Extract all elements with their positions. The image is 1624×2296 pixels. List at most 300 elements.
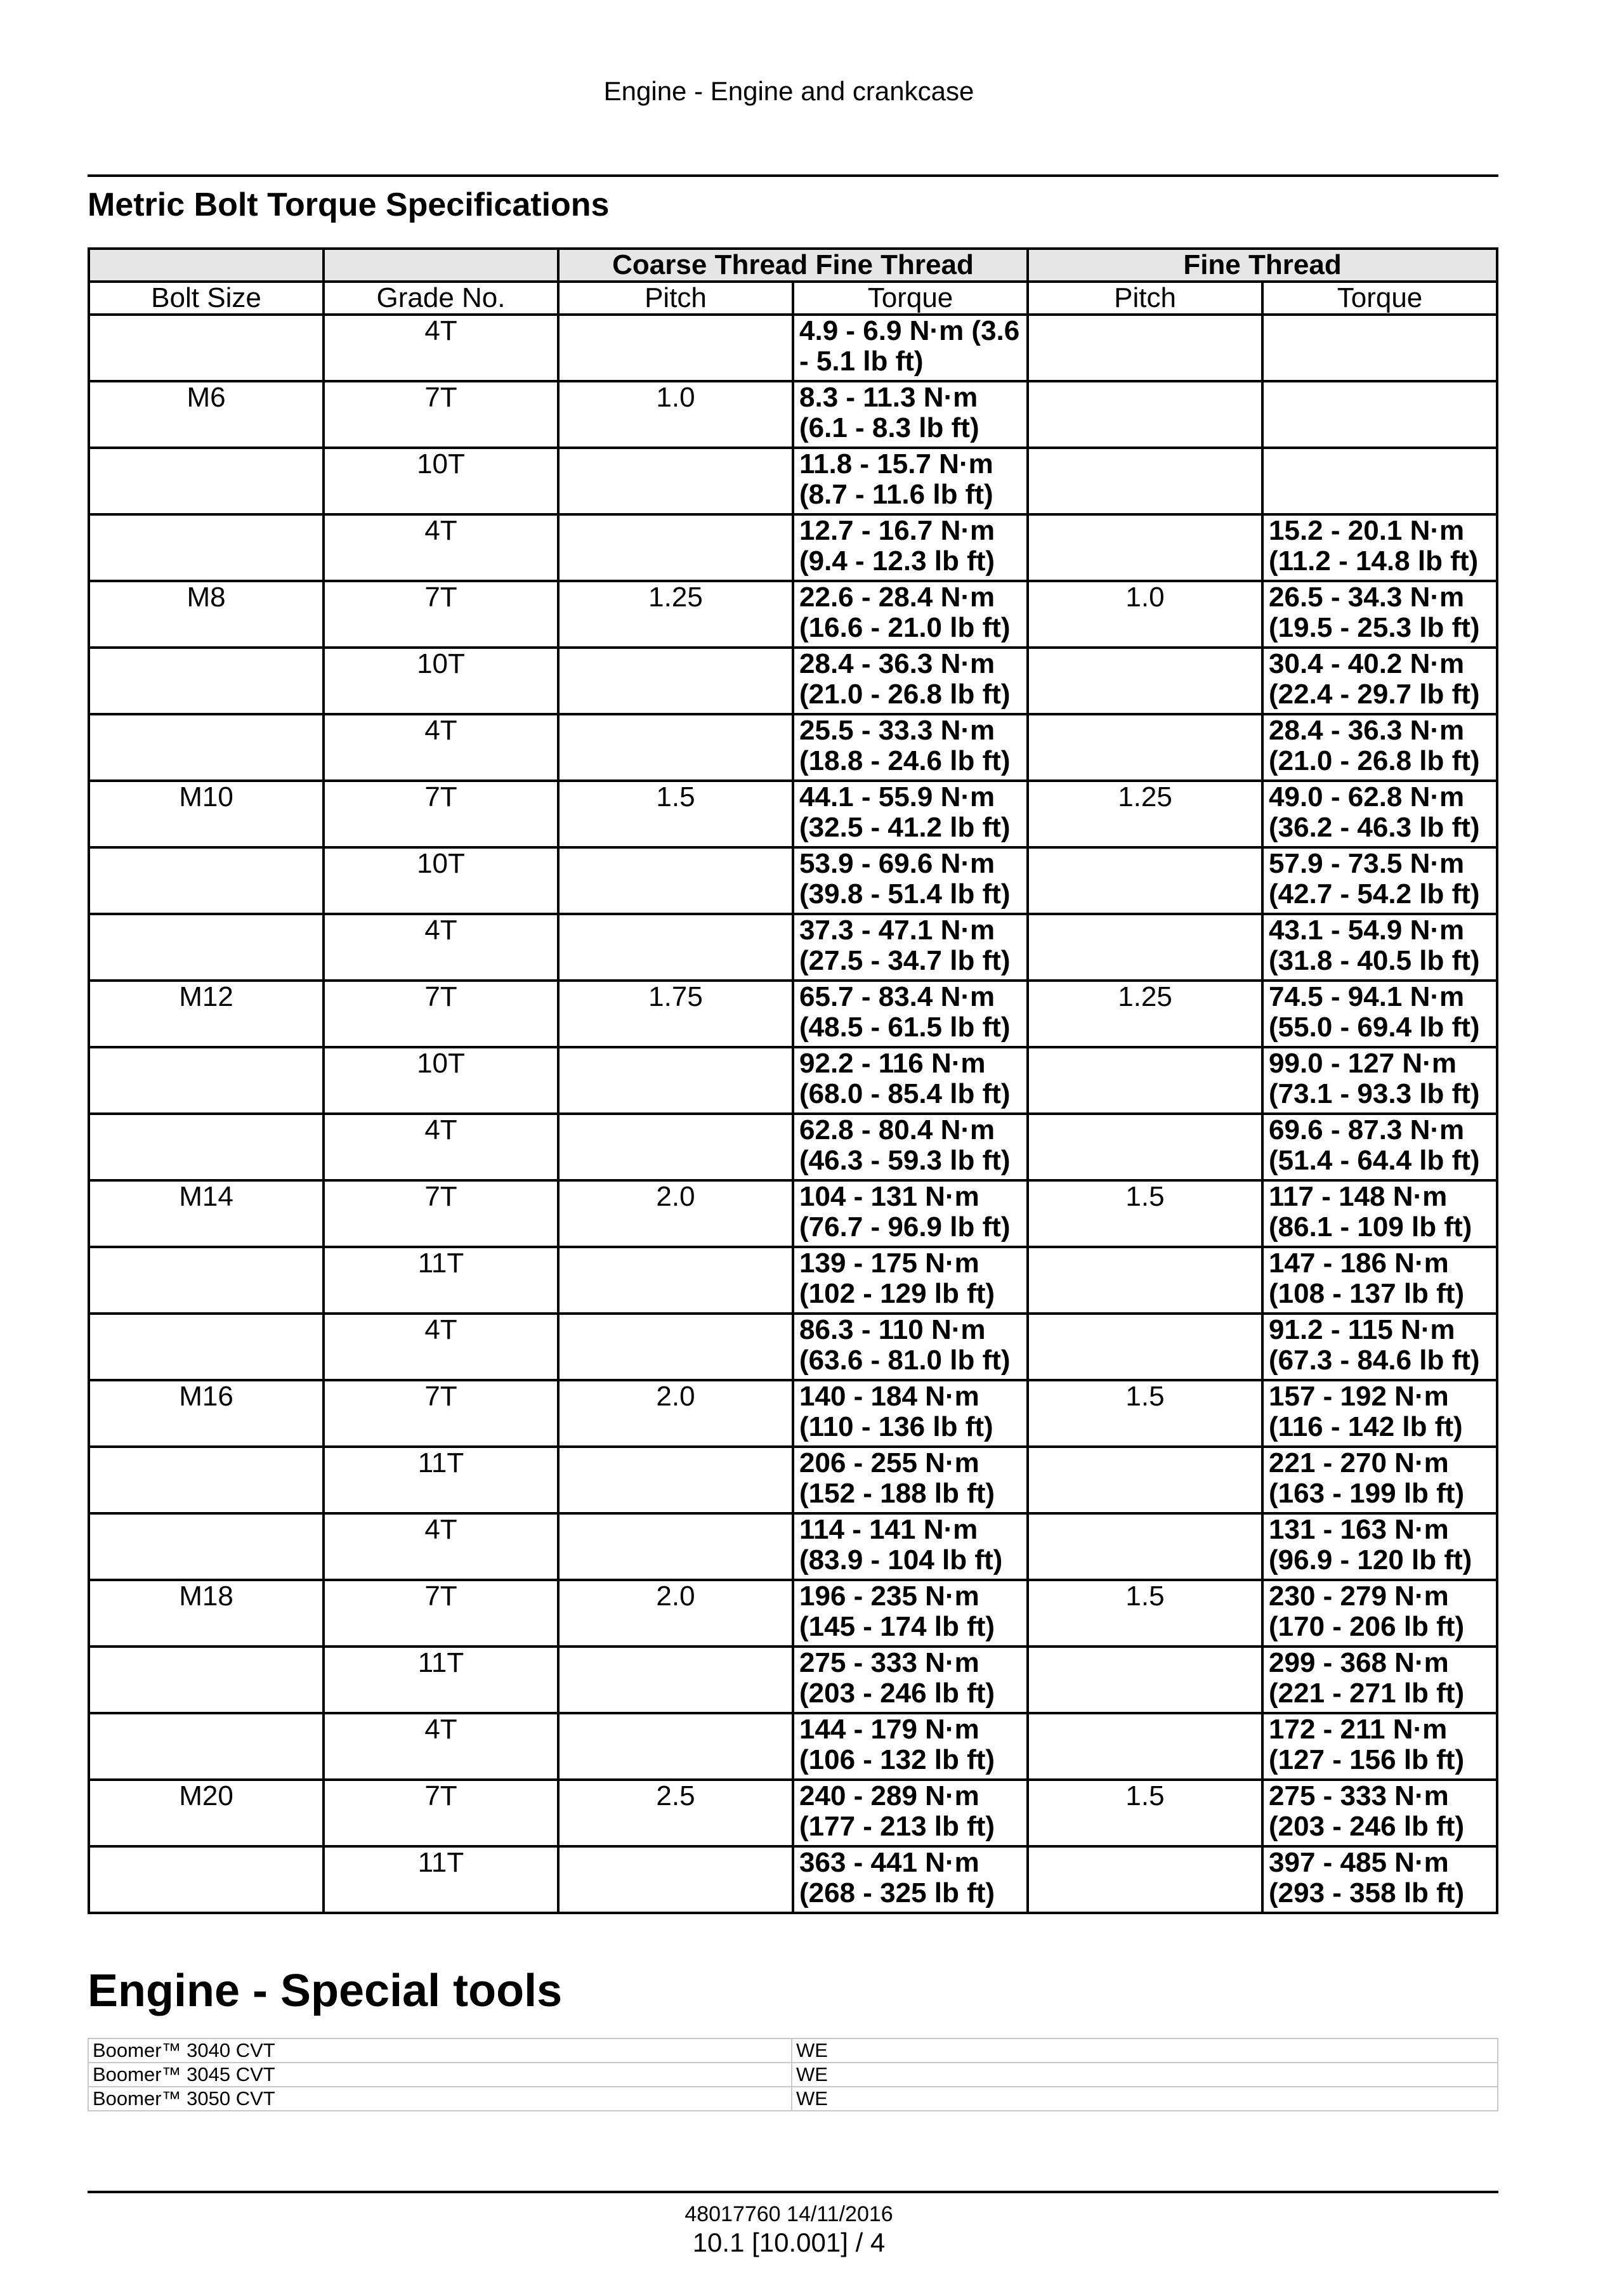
cell-line-2: (21.0 - 26.8 lb ft) <box>799 679 1011 710</box>
table-row <box>89 381 1497 448</box>
cell-line-2: (9.4 - 12.3 lb ft) <box>799 545 995 577</box>
coarse-torque-cell <box>793 1247 1028 1314</box>
cell-line-2: (67.3 - 84.6 lb ft) <box>1269 1345 1480 1376</box>
bolt-size-cell <box>89 981 324 1047</box>
coarse-torque-cell <box>793 1647 1028 1713</box>
coarse-torque-cell <box>793 1114 1028 1180</box>
grade-cell <box>324 648 558 714</box>
cell-line: 10T <box>417 448 465 479</box>
table-group-header-row <box>89 249 1497 282</box>
coarse-pitch-cell <box>558 381 793 448</box>
cell-line: 206 - 255 N·m <box>799 1447 979 1478</box>
cell-line: 4T <box>424 515 457 546</box>
fine-torque-cell <box>1262 1846 1497 1913</box>
cell-line: 62.8 - 80.4 N·m <box>799 1114 995 1145</box>
cell-line: 7T <box>424 981 457 1012</box>
table-row <box>89 914 1497 981</box>
fine-torque-cell <box>1262 648 1497 714</box>
coarse-pitch-cell <box>558 315 793 381</box>
bolt-size-cell <box>89 1647 324 1713</box>
cell-line-2: (163 - 199 lb ft) <box>1269 1478 1465 1509</box>
bolt-size-cell <box>89 1380 324 1447</box>
grade-cell <box>324 1314 558 1380</box>
coarse-torque-cell <box>793 914 1028 981</box>
coarse-pitch-cell <box>558 1380 793 1447</box>
cell-line: M10 <box>179 781 233 812</box>
cell-line-2: (170 - 206 lb ft) <box>1269 1611 1465 1642</box>
fine-torque-cell <box>1262 1114 1497 1180</box>
cell-line-2: (46.3 - 59.3 lb ft) <box>799 1145 1011 1176</box>
tool-code-cell: WE <box>792 2087 1498 2111</box>
grade-cell <box>324 714 558 781</box>
cell-line: 7T <box>424 382 457 413</box>
fine-torque-cell <box>1262 315 1497 381</box>
tool-model-cell: Boomer™ 3040 CVT <box>88 2038 792 2063</box>
fine-pitch-cell <box>1028 448 1262 514</box>
coarse-pitch-cell <box>558 847 793 914</box>
fine-torque-cell <box>1262 1580 1497 1647</box>
fine-torque-cell <box>1262 847 1497 914</box>
column-header-coarse-torque: Torque <box>793 282 1028 315</box>
coarse-pitch-cell <box>558 448 793 514</box>
cell-line: 140 - 184 N·m <box>799 1381 979 1412</box>
fine-torque-cell <box>1262 448 1497 514</box>
fine-pitch-cell <box>1028 914 1262 981</box>
fine-pitch-cell <box>1028 1713 1262 1780</box>
table-row <box>89 315 1497 381</box>
cell-line-2: (102 - 129 lb ft) <box>799 1278 995 1309</box>
cell-line: 57.9 - 73.5 N·m <box>1269 848 1465 879</box>
tool-model-cell: Boomer™ 3050 CVT <box>88 2087 792 2111</box>
cell-line-2: (293 - 358 lb ft) <box>1269 1877 1465 1908</box>
cell-line: 22.6 - 28.4 N·m <box>799 582 995 613</box>
coarse-torque-cell <box>793 648 1028 714</box>
cell-line: 25.5 - 33.3 N·m <box>799 715 995 746</box>
cell-line: 28.4 - 36.3 N·m <box>1269 715 1465 746</box>
fine-pitch-cell <box>1028 981 1262 1047</box>
group-header-fine: Fine Thread <box>1028 249 1497 282</box>
bolt-size-cell <box>89 581 324 648</box>
bolt-size-cell <box>89 1114 324 1180</box>
coarse-torque-cell <box>793 1513 1028 1580</box>
table-row <box>89 1314 1497 1380</box>
cell-line-2: (18.8 - 24.6 lb ft) <box>799 745 1011 776</box>
cell-line: 12.7 - 16.7 N·m <box>799 515 995 546</box>
coarse-pitch-cell <box>558 1713 793 1780</box>
fine-torque-cell <box>1262 781 1497 847</box>
cell-line: 7T <box>424 1381 457 1412</box>
special-tools-title: Engine - Special tools <box>88 1966 563 2016</box>
cell-line: 4T <box>424 1314 457 1345</box>
table-column-header-row <box>89 282 1497 315</box>
coarse-pitch-cell <box>558 714 793 781</box>
cell-line: 65.7 - 83.4 N·m <box>799 981 995 1012</box>
coarse-torque-cell <box>793 781 1028 847</box>
table-row <box>89 1513 1497 1580</box>
cell-line: M18 <box>179 1581 233 1612</box>
fine-pitch-cell <box>1028 581 1262 648</box>
fine-pitch-cell <box>1028 1114 1262 1180</box>
coarse-pitch-cell <box>558 981 793 1047</box>
cell-line: 104 - 131 N·m <box>799 1181 979 1212</box>
cell-line: 363 - 441 N·m <box>799 1847 979 1878</box>
table-row <box>89 1780 1497 1846</box>
cell-line: 4T <box>424 1714 457 1745</box>
grade-cell <box>324 1447 558 1513</box>
table-row <box>89 648 1497 714</box>
grade-cell <box>324 514 558 581</box>
fine-torque-cell <box>1262 714 1497 781</box>
fine-pitch-cell <box>1028 1513 1262 1580</box>
cell-line: 1.0 <box>656 382 695 413</box>
cell-line: 2.0 <box>656 1181 695 1212</box>
cell-line: 7T <box>424 781 457 812</box>
cell-line: 4T <box>424 1514 457 1545</box>
cell-line-2: (110 - 136 lb ft) <box>799 1411 993 1442</box>
cell-line: 30.4 - 40.2 N·m <box>1269 648 1465 679</box>
coarse-pitch-cell <box>558 1447 793 1513</box>
fine-torque-cell <box>1262 1047 1497 1114</box>
cell-line: 2.0 <box>656 1381 695 1412</box>
coarse-pitch-cell <box>558 914 793 981</box>
cell-line: 86.3 - 110 N·m <box>799 1314 986 1345</box>
grade-cell <box>324 1380 558 1447</box>
cell-line-2: (39.8 - 51.4 lb ft) <box>799 878 1011 910</box>
cell-line: 91.2 - 115 N·m <box>1269 1314 1455 1345</box>
coarse-pitch-cell <box>558 1047 793 1114</box>
cell-line: 7T <box>424 1581 457 1612</box>
cell-line: 240 - 289 N·m <box>799 1780 979 1811</box>
bolt-size-cell <box>89 1447 324 1513</box>
coarse-torque-cell <box>793 448 1028 514</box>
fine-torque-cell <box>1262 1380 1497 1447</box>
bolt-size-cell <box>89 1580 324 1647</box>
cell-line-2: (73.1 - 93.3 lb ft) <box>1269 1078 1480 1109</box>
grade-cell <box>324 1513 558 1580</box>
bolt-size-cell <box>89 648 324 714</box>
coarse-torque-cell <box>793 381 1028 448</box>
cell-line: 74.5 - 94.1 N·m <box>1269 981 1465 1012</box>
special-tools-row <box>88 2063 1498 2087</box>
cell-line: 221 - 270 N·m <box>1269 1447 1449 1478</box>
coarse-torque-cell <box>793 981 1028 1047</box>
group-header-coarse: Coarse Thread Fine Thread <box>558 249 1028 282</box>
cell-line: 1.75 <box>648 981 703 1012</box>
coarse-torque-cell <box>793 1846 1028 1913</box>
fine-pitch-cell <box>1028 714 1262 781</box>
cell-line-2: (145 - 174 lb ft) <box>799 1611 995 1642</box>
cell-line-2: (68.0 - 85.4 lb ft) <box>799 1078 1011 1109</box>
coarse-pitch-cell <box>558 1647 793 1713</box>
table-row <box>89 1647 1497 1713</box>
cell-line: 7T <box>424 1780 457 1811</box>
cell-line: 11T <box>417 1248 464 1279</box>
footer-doc-ref: 48017760 14/11/2016 <box>684 2202 893 2226</box>
cell-line: 114 - 141 N·m <box>799 1514 978 1545</box>
table-row <box>89 448 1497 514</box>
fine-torque-cell <box>1262 1713 1497 1780</box>
grade-cell <box>324 581 558 648</box>
coarse-pitch-cell <box>558 1180 793 1247</box>
cell-line-2: (152 - 188 lb ft) <box>799 1478 995 1509</box>
cell-line-2: (16.6 - 21.0 lb ft) <box>799 612 1011 643</box>
column-header-fine-torque: Torque <box>1262 282 1497 315</box>
cell-line: 11T <box>417 1447 464 1478</box>
fine-torque-cell <box>1262 1647 1497 1713</box>
cell-line-2: (21.0 - 26.8 lb ft) <box>1269 745 1480 776</box>
special-tools-body <box>88 2038 1498 2111</box>
table-row <box>89 1580 1497 1647</box>
coarse-pitch-cell <box>558 1114 793 1180</box>
table-row <box>89 1380 1497 1447</box>
coarse-pitch-cell <box>558 1580 793 1647</box>
coarse-pitch-cell <box>558 581 793 648</box>
coarse-pitch-cell <box>558 1780 793 1846</box>
table-row <box>89 1247 1497 1314</box>
fine-torque-cell <box>1262 1447 1497 1513</box>
cell-line: 69.6 - 87.3 N·m <box>1269 1114 1465 1145</box>
cell-line: 49.0 - 62.8 N·m <box>1269 781 1465 812</box>
grade-cell <box>324 1047 558 1114</box>
cell-line-2: - 5.1 lb ft) <box>799 346 924 377</box>
cell-line: 1.5 <box>1125 1581 1165 1612</box>
cell-line: M12 <box>179 981 233 1012</box>
cell-line-2: (268 - 325 lb ft) <box>799 1877 995 1908</box>
grade-cell <box>324 847 558 914</box>
fine-torque-cell <box>1262 1513 1497 1580</box>
coarse-torque-cell <box>793 714 1028 781</box>
cell-line: 7T <box>424 1181 457 1212</box>
cell-line-2: (106 - 132 lb ft) <box>799 1744 995 1775</box>
grade-cell <box>324 381 558 448</box>
bolt-size-cell <box>89 1846 324 1913</box>
cell-line-2: (32.5 - 41.2 lb ft) <box>799 812 1011 843</box>
header-rule <box>88 174 1498 177</box>
cell-line: 4.9 - 6.9 N·m (3.6 <box>799 315 1020 346</box>
fine-pitch-cell <box>1028 1180 1262 1247</box>
bolt-size-cell <box>89 514 324 581</box>
bolt-size-cell <box>89 781 324 847</box>
bolt-size-cell <box>89 847 324 914</box>
fine-pitch-cell <box>1028 514 1262 581</box>
fine-torque-cell <box>1262 381 1497 448</box>
cell-line: 1.5 <box>1125 1780 1165 1811</box>
cell-line: 10T <box>417 848 465 879</box>
table-row <box>89 1047 1497 1114</box>
cell-line: 1.25 <box>1118 981 1172 1012</box>
coarse-torque-cell <box>793 1713 1028 1780</box>
cell-line: 275 - 333 N·m <box>799 1647 979 1678</box>
fine-torque-cell <box>1262 1314 1497 1380</box>
cell-line: 37.3 - 47.1 N·m <box>799 915 995 946</box>
special-tools-row <box>88 2038 1498 2063</box>
coarse-pitch-cell <box>558 1846 793 1913</box>
bolt-size-cell <box>89 1713 324 1780</box>
torque-table-body <box>89 315 1497 1913</box>
cell-line: 1.0 <box>1125 582 1165 613</box>
running-header: Engine - Engine and crankcase <box>603 76 974 106</box>
grade-cell <box>324 914 558 981</box>
cell-line-2: (177 - 213 lb ft) <box>799 1811 995 1842</box>
table-row <box>89 781 1497 847</box>
footer-rule <box>88 2191 1498 2193</box>
coarse-torque-cell <box>793 514 1028 581</box>
fine-pitch-cell <box>1028 1247 1262 1314</box>
group-header-empty <box>89 249 324 282</box>
cell-line: 15.2 - 20.1 N·m <box>1269 515 1465 546</box>
fine-pitch-cell <box>1028 648 1262 714</box>
fine-pitch-cell <box>1028 315 1262 381</box>
grade-cell <box>324 781 558 847</box>
cell-line-2: (108 - 137 lb ft) <box>1269 1278 1465 1309</box>
fine-pitch-cell <box>1028 381 1262 448</box>
cell-line: 2.0 <box>656 1581 695 1612</box>
coarse-torque-cell <box>793 1580 1028 1647</box>
grade-cell <box>324 315 558 381</box>
table-row <box>89 1180 1497 1247</box>
coarse-pitch-cell <box>558 1513 793 1580</box>
cell-line-2: (11.2 - 14.8 lb ft) <box>1269 545 1479 577</box>
bolt-size-cell <box>89 315 324 381</box>
bolt-size-cell <box>89 1780 324 1846</box>
cell-line-2: (42.7 - 54.2 lb ft) <box>1269 878 1480 910</box>
cell-line: 1.5 <box>1125 1181 1165 1212</box>
coarse-pitch-cell <box>558 514 793 581</box>
cell-line: 139 - 175 N·m <box>799 1248 979 1279</box>
cell-line: 299 - 368 N·m <box>1269 1647 1449 1678</box>
cell-line: 4T <box>424 915 457 946</box>
coarse-torque-cell <box>793 1780 1028 1846</box>
cell-line: 11T <box>417 1647 464 1678</box>
cell-line: 230 - 279 N·m <box>1269 1581 1449 1612</box>
table-row <box>89 1114 1497 1180</box>
fine-pitch-cell <box>1028 1047 1262 1114</box>
table-row <box>89 981 1497 1047</box>
fine-torque-cell <box>1262 514 1497 581</box>
fine-pitch-cell <box>1028 1780 1262 1846</box>
cell-line: 131 - 163 N·m <box>1269 1514 1449 1545</box>
column-header-bolt-size: Bolt Size <box>89 282 324 315</box>
fine-torque-cell <box>1262 1180 1497 1247</box>
table-row <box>89 1713 1497 1780</box>
cell-line-2: (55.0 - 69.4 lb ft) <box>1269 1012 1480 1043</box>
bolt-size-cell <box>89 1247 324 1314</box>
bolt-size-cell <box>89 1513 324 1580</box>
cell-line: 44.1 - 55.9 N·m <box>799 781 995 812</box>
grade-cell <box>324 1713 558 1780</box>
group-header-empty <box>324 249 558 282</box>
coarse-pitch-cell <box>558 1247 793 1314</box>
table-row <box>89 714 1497 781</box>
grade-cell <box>324 448 558 514</box>
cell-line: 2.5 <box>656 1780 695 1811</box>
cell-line: 157 - 192 N·m <box>1269 1381 1449 1412</box>
cell-line-2: (76.7 - 96.9 lb ft) <box>799 1211 1011 1243</box>
cell-line: 8.3 - 11.3 N·m <box>799 382 978 413</box>
fine-torque-cell <box>1262 914 1497 981</box>
cell-line: 1.5 <box>1125 1381 1165 1412</box>
bolt-size-cell <box>89 1314 324 1380</box>
coarse-torque-cell <box>793 1180 1028 1247</box>
fine-torque-cell <box>1262 981 1497 1047</box>
cell-line: M20 <box>179 1780 233 1811</box>
cell-line-2: (96.9 - 120 lb ft) <box>1269 1544 1472 1575</box>
cell-line: 147 - 186 N·m <box>1269 1248 1449 1279</box>
cell-line: 7T <box>424 582 457 613</box>
coarse-pitch-cell <box>558 648 793 714</box>
coarse-torque-cell <box>793 1380 1028 1447</box>
cell-line-2: (31.8 - 40.5 lb ft) <box>1269 945 1480 976</box>
cell-line-2: (27.5 - 34.7 lb ft) <box>799 945 1011 976</box>
cell-line: 117 - 148 N·m <box>1269 1181 1448 1212</box>
tool-model-cell: Boomer™ 3045 CVT <box>88 2063 792 2087</box>
bolt-size-cell <box>89 381 324 448</box>
bolt-size-cell <box>89 914 324 981</box>
coarse-pitch-cell <box>558 1314 793 1380</box>
cell-line-2: (6.1 - 8.3 lb ft) <box>799 412 979 443</box>
cell-line: 11T <box>417 1847 464 1878</box>
footer-page-ref: 10.1 [10.001] / 4 <box>692 2228 886 2257</box>
coarse-torque-cell <box>793 315 1028 381</box>
section-title: Metric Bolt Torque Specifications <box>88 186 610 223</box>
table-row <box>89 847 1497 914</box>
cell-line: 275 - 333 N·m <box>1269 1780 1449 1811</box>
fine-pitch-cell <box>1028 781 1262 847</box>
cell-line: 4T <box>424 1114 457 1145</box>
table-row <box>89 514 1497 581</box>
cell-line-2: (86.1 - 109 lb ft) <box>1269 1211 1472 1243</box>
grade-cell <box>324 1580 558 1647</box>
table-row <box>89 1447 1497 1513</box>
fine-pitch-cell <box>1028 1647 1262 1713</box>
cell-line-2: (48.5 - 61.5 lb ft) <box>799 1012 1011 1043</box>
tool-code-cell: WE <box>792 2038 1498 2063</box>
cell-line-2: (127 - 156 lb ft) <box>1269 1744 1465 1775</box>
cell-line-2: (203 - 246 lb ft) <box>1269 1811 1465 1842</box>
cell-line: 99.0 - 127 N·m <box>1269 1048 1457 1079</box>
cell-line: 4T <box>424 315 457 346</box>
cell-line-2: (22.4 - 29.7 lb ft) <box>1269 679 1480 710</box>
cell-line: 10T <box>417 648 465 679</box>
grade-cell <box>324 1846 558 1913</box>
cell-line: 53.9 - 69.6 N·m <box>799 848 995 879</box>
grade-cell <box>324 1247 558 1314</box>
fine-pitch-cell <box>1028 1580 1262 1647</box>
cell-line-2: (116 - 142 lb ft) <box>1269 1411 1463 1442</box>
cell-line: 43.1 - 54.9 N·m <box>1269 915 1465 946</box>
torque-table <box>88 247 1498 1914</box>
fine-pitch-cell <box>1028 1447 1262 1513</box>
grade-cell <box>324 1180 558 1247</box>
cell-line: 4T <box>424 715 457 746</box>
cell-line-2: (36.2 - 46.3 lb ft) <box>1269 812 1480 843</box>
column-header-fine-pitch: Pitch <box>1028 282 1262 315</box>
cell-line-2: (19.5 - 25.3 lb ft) <box>1269 612 1480 643</box>
special-tools-table <box>88 2038 1498 2111</box>
cell-line-2: (203 - 246 lb ft) <box>799 1678 995 1709</box>
cell-line: 1.25 <box>648 582 703 613</box>
cell-line-2: (221 - 271 lb ft) <box>1269 1678 1465 1709</box>
cell-line: 28.4 - 36.3 N·m <box>799 648 995 679</box>
fine-pitch-cell <box>1028 1314 1262 1380</box>
grade-cell <box>324 1114 558 1180</box>
grade-cell <box>324 1647 558 1713</box>
bolt-size-cell <box>89 714 324 781</box>
cell-line: M8 <box>187 582 226 613</box>
cell-line: 1.5 <box>656 781 695 812</box>
fine-torque-cell <box>1262 1780 1497 1846</box>
cell-line-2: (63.6 - 81.0 lb ft) <box>799 1345 1011 1376</box>
